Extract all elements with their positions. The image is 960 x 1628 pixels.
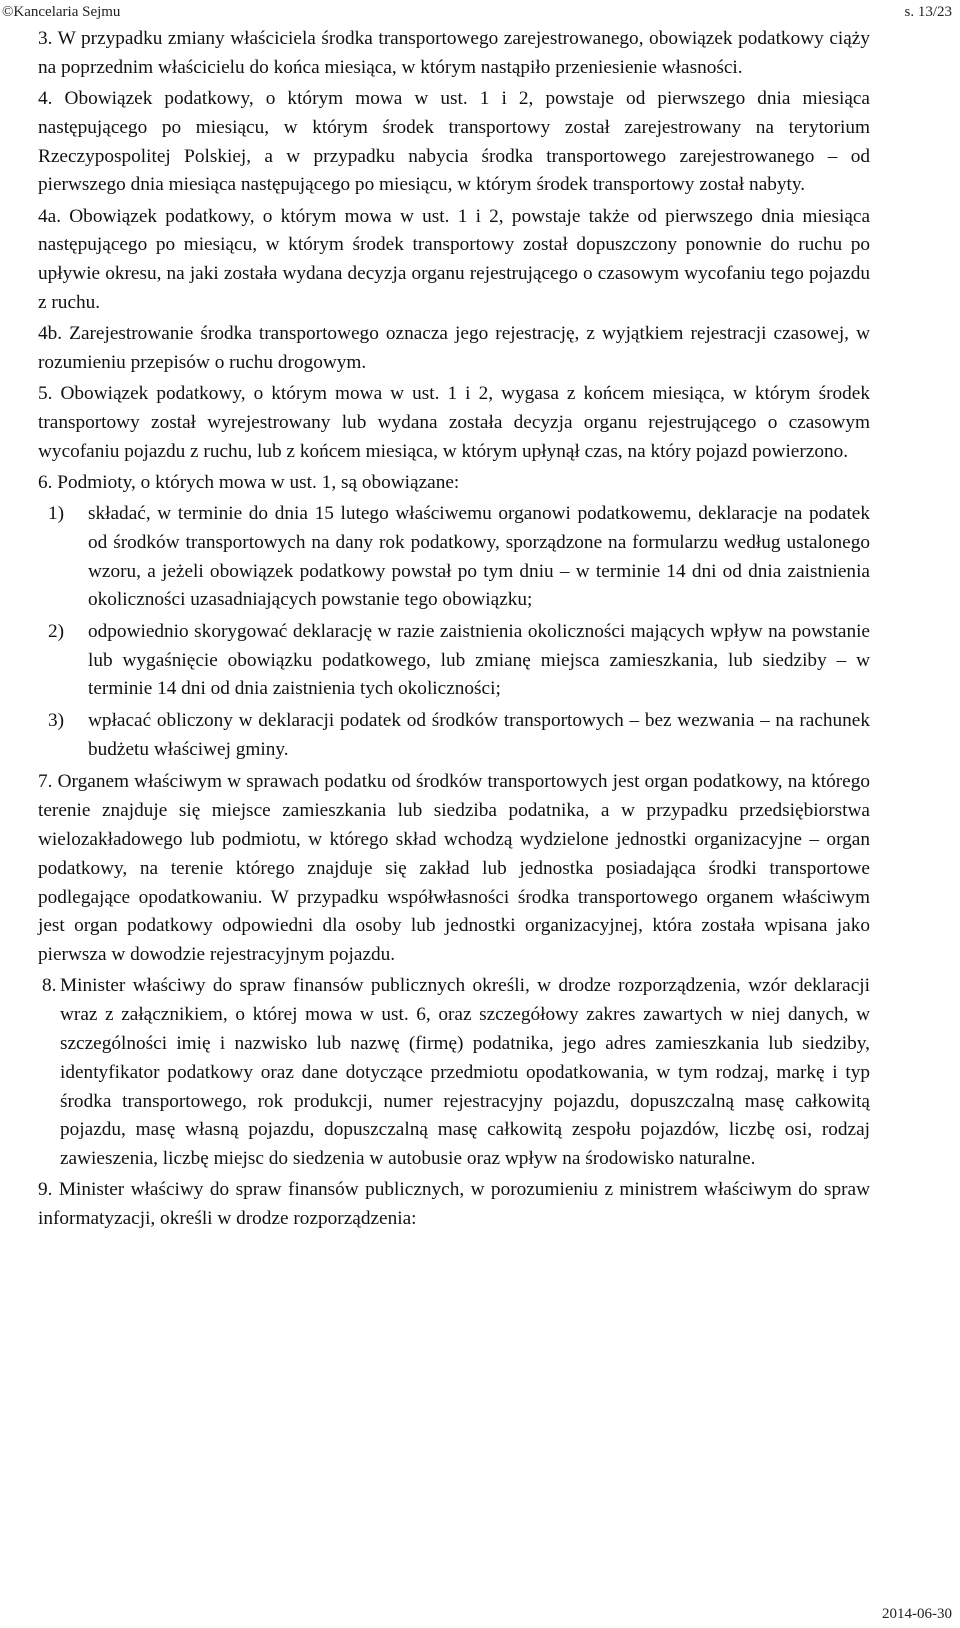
paragraph-7: 7. Organem właściwym w sprawach podatku od środków transportowych jest organ podatkowy, na którego terenie znajduje się miejsce zamieszkania lub siedziba podatnika, a w przypadku przedsiębiorstwa wielozakładowego lub podmiotu, w którego skład wchodzą wydzielone jednostki organizacyjne – organ podatkowy, na terenie którego znajduje się zakład lub jednostka posiadająca środki transportowe podlegające opodatkowaniu. W przypadku współwłasności środka transportowego organem właściwym jest organ podatkowy odpowiedni dla osoby lub jednostki organizacyjnej, która została wpisana jako pierwsza w dowodzie rejestracyjnym pojazdu. — [38, 771, 870, 966]
paragraph-4b: 4b. Zarejestrowanie środka transportowego oznacza jego rejestrację, z wyjątkiem rejestracji czasowej, w rozumieniu przepisów o ruchu drogowym. — [38, 323, 870, 373]
paragraph-8-number: 8. — [42, 975, 57, 997]
paragraph-8 — [36, 972, 870, 1174]
document-body — [38, 15, 870, 1236]
paragraph-5: 5. Obowiązek podatkowy, o którym mowa w ust. 1 i 2, wygasa z końcem miesiąca, w którym środek transportowy został wyrejestrowany lub wydana została decyzja organu rejestrującego o czasowym wycofaniu pojazdu z ruchu, lub z końcem miesiąca, w którym upłynął czas, na który pojazd powierzono. — [38, 383, 870, 462]
list-item-text: odpowiednio skorygować deklarację w razie zaistnienia okoliczności mających wpływ na powstanie lub wygaśnięcie obowiązku podatkowego, lub zmianę miejsca zamieszkania, lub siedziby – w terminie 14 dni od dnia zaistnienia tych okoliczności; — [88, 620, 870, 700]
list-item-text: wpłacać obliczony w deklaracji podatek od środków transportowych – bez wezwania – na rachunek budżetu właściwej gminy. — [88, 709, 870, 760]
publisher-label: ©Kancelaria Sejmu — [2, 4, 121, 20]
paragraph-4: 4. Obowiązek podatkowy, o którym mowa w ust. 1 i 2, powstaje od pierwszego dnia miesiąca następującego po miesiącu, w którym środek transportowy został zarejestrowany na terytorium Rzeczypospolitej Polskiej, a w przypadku nabycia środka transportowego zarejestrowanego – od pierwszego dnia miesiąca następującego po miesiącu, w którym środek transportowy został nabyty. — [38, 87, 870, 196]
list-item-number: 2) — [48, 620, 65, 642]
paragraph-6: 6. Podmioty, o których mowa w ust. 1, są obowiązane: — [38, 471, 460, 493]
list-item-number: 3) — [48, 709, 65, 731]
list-item — [48, 618, 870, 704]
list-item — [48, 707, 870, 765]
paragraph-6-list — [38, 500, 870, 764]
list-item — [48, 500, 870, 615]
paragraph-8-text: Minister właściwy do spraw finansów publicznych określi, w drodze rozporządzenia, wzór deklaracji wraz z załącznikiem, o której mowa w ust. 6, oraz szczegółowy zakres zawartych w niej danych, w szczególności imię i nazwisko lub nazwę (firmę) podatnika, jego adres zamieszkania lub siedziby, identyfikator podatkowy oraz dane dotyczące przedmiotu opodatkowania, w tym rodzaj, markę i typ środka transportowego, rok produkcji, numer rejestracyjny pojazdu, dopuszczalną masę całkowitą pojazdu, masę własną pojazdu, dopuszczalną masę całkowitą zespołu pojazdów, liczbę osi, rodzaj zawieszenia, liczbę miejsc do siedzenia w autobusie oraz wpływ na środowisko naturalne. — [60, 975, 870, 1170]
paragraph-4a: 4a. Obowiązek podatkowy, o którym mowa w ust. 1 i 2, powstaje także od pierwszego dnia miesiąca następującego po miesiącu, w którym środek transportowy został dopuszczony ponownie do ruchu po upływie okresu, na jaki została wydana decyzja organu rejestrującego o czasowym wycofaniu tego pojazdu z ruchu. — [38, 205, 870, 313]
list-item-text: składać, w terminie do dnia 15 lutego właściwemu organowi podatkowemu, deklaracje na podatek od środków transportowych na dany rok podatkowy, sporządzone na formularzu według ustalonego wzoru, a jeżeli obowiązek podatkowy powstał po tym dniu – w terminie 14 dni od dnia zaistnienia okoliczności uzasadniających powstanie tego obowiązku; — [88, 503, 870, 611]
paragraph-3: 3. W przypadku zmiany właściciela środka transportowego zarejestrowanego, obowiązek podatkowy ciąży na poprzednim właścicielu do końca miesiąca, w którym nastąpiło przeniesienie własności. — [38, 28, 870, 78]
paragraph-9: 9. Minister właściwy do spraw finansów publicznych, w porozumieniu z ministrem właściwym do spraw informatyzacji, określi w drodze rozporządzenia: — [38, 1179, 870, 1230]
list-item-number: 1) — [48, 503, 65, 525]
page-number: s. 13/23 — [904, 4, 952, 20]
document-date: 2014-06-30 — [882, 1606, 952, 1622]
